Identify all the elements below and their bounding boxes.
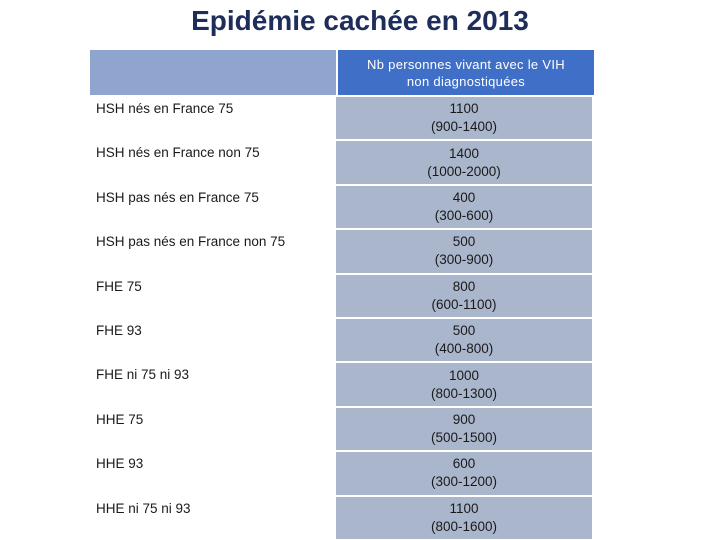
row-value: 400 [452,189,476,205]
row-value: 800 [452,278,476,294]
table-row [90,361,594,405]
row-label: HSH nés en France non 75 [90,141,336,183]
table-row [90,495,594,539]
row-label: HSH pas nés en France non 75 [90,230,336,272]
row-value-cell [336,97,592,139]
row-range: (600-1100) [431,296,497,312]
row-value: 900 [452,411,476,427]
row-label: FHE 75 [90,275,336,317]
row-value-cell [336,408,592,450]
row-value-cell [336,275,592,317]
row-range: (400-800) [434,341,494,357]
table-row [90,450,594,494]
row-label: HSH pas nés en France 75 [90,186,336,228]
table-row [90,317,594,361]
row-label: HHE 75 [90,408,336,450]
table-row [90,95,594,139]
row-value: 500 [452,234,476,250]
row-value-cell [336,319,592,361]
row-value: 1400 [448,145,480,161]
row-label: HHE 93 [90,452,336,494]
row-value-cell [336,186,592,228]
row-label: FHE 93 [90,319,336,361]
page-title: Epidémie cachée en 2013 [191,5,529,36]
table-row [90,273,594,317]
row-range: (300-600) [434,207,494,223]
header-empty-cell [90,50,338,95]
table-row [90,228,594,272]
table-row [90,406,594,450]
table-row [90,184,594,228]
row-value-cell [336,497,592,539]
row-value: 1100 [449,101,479,117]
row-range: (1000-2000) [427,163,501,179]
row-label: HSH nés en France 75 [90,97,336,139]
row-range: (800-1300) [430,385,498,401]
table-body [90,95,594,539]
row-range: (800-1600) [430,518,498,534]
row-label: FHE ni 75 ni 93 [90,363,336,405]
row-value: 600 [452,456,476,472]
row-value-cell [336,230,592,272]
row-value: 500 [452,323,476,339]
row-range: (300-1200) [430,474,498,490]
table-header [90,50,594,95]
row-range: (300-900) [434,252,494,268]
header-line-2: non diagnostiquées [406,73,526,89]
row-range: (900-1400) [430,119,498,135]
data-table [90,50,594,539]
row-value-cell [336,363,592,405]
table-row [90,139,594,183]
row-range: (500-1500) [430,429,498,445]
row-value: 1000 [448,367,480,383]
header-line-1: Nb personnes vivant avec le VIH [367,56,565,72]
row-label: HHE ni 75 ni 93 [90,497,336,539]
header-value-cell [338,50,594,95]
row-value-cell [336,141,592,183]
row-value-cell [336,452,592,494]
row-value: 1100 [449,500,479,516]
